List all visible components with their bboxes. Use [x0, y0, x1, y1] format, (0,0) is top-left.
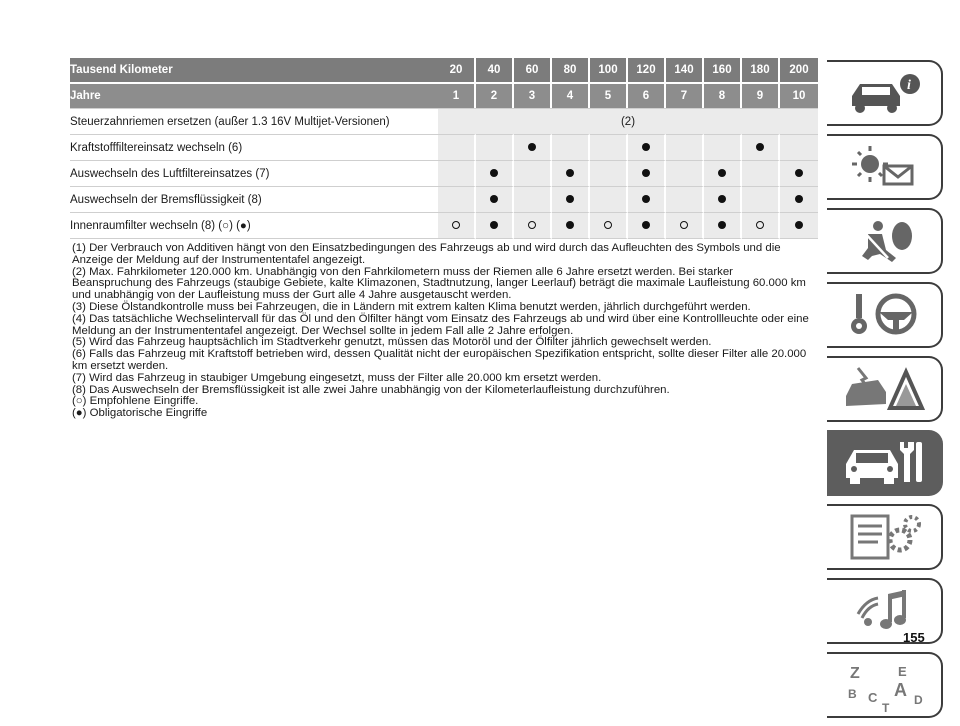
nav-tab-safety[interactable]: [827, 208, 943, 274]
schedule-cell: [704, 186, 742, 212]
year-value: 8: [704, 84, 742, 108]
km-value: 140: [666, 58, 704, 84]
index-letter: D: [914, 693, 923, 707]
schedule-cell: [552, 160, 590, 186]
schedule-cell: [628, 134, 666, 160]
maintenance-schedule-table: [70, 58, 818, 239]
safety-airbag-icon: [838, 214, 930, 268]
schedule-cell: [514, 212, 552, 239]
schedule-cell: [628, 186, 666, 212]
footnote: (7) Wird das Fahrzeug in staubiger Umgebung eingesetzt, muss der Filter alle 20.000 km ersetzt werden.: [72, 371, 602, 384]
mandatory-marker: [795, 169, 803, 177]
dashboard-lights-icon: [838, 140, 930, 194]
schedule-cell: [552, 212, 590, 239]
km-value: 20: [438, 58, 476, 84]
schedule-cell: [438, 134, 476, 160]
nav-tab-multimedia[interactable]: [827, 578, 943, 644]
row-span-note: (2): [438, 108, 818, 134]
footnote-legend-mandatory: (●) Obligatorische Eingriffe: [72, 407, 208, 420]
year-value: 9: [742, 84, 780, 108]
schedule-cell: [476, 212, 514, 239]
km-value: 180: [742, 58, 780, 84]
km-value: 40: [476, 58, 514, 84]
schedule-cell: [514, 186, 552, 212]
footnote: (8) Das Auswechseln der Bremsflüssigkeit ist alle zwei Jahre unabhängig von der Kilometerlaufleistung durchzuführen.: [72, 383, 670, 396]
key-steering-wheel-icon: [838, 288, 930, 342]
schedule-cell: [590, 134, 628, 160]
schedule-cell: [742, 186, 780, 212]
year-value: 4: [552, 84, 590, 108]
schedule-cell: [514, 134, 552, 160]
km-value: 120: [628, 58, 666, 84]
mandatory-marker: [642, 221, 650, 229]
km-value: 200: [780, 58, 818, 84]
footnote: (2) Max. Fahrkilometer 120.000 km. Unabhängig von den Fahrkilometern muss der Riemen alle 6 Jahre ersetzt werden. Bei starker Beanspruchung des Fahrzeugs (staubige Gebiete, kalte Klimazonen, Stadtnutzung, langer Leerlauf) beträgt die maximale Laufleistung 60.000 km und unabhängig von der Laufleistung muss der Gurt alle 4 Jahre ausgetauscht werden.: [72, 265, 806, 302]
schedule-cell: [514, 160, 552, 186]
nav-tab-emergency[interactable]: [827, 356, 943, 422]
schedule-cell: [438, 186, 476, 212]
nav-tab-starting-driving[interactable]: [827, 282, 943, 348]
row-label: Innenraumfilter wechseln (8) (○) (●): [70, 212, 438, 239]
nav-tab-vehicle-info[interactable]: [827, 60, 943, 126]
years-header-row: [70, 84, 818, 108]
schedule-cell: [780, 186, 818, 212]
km-value: 100: [590, 58, 628, 84]
schedule-cell: [742, 134, 780, 160]
mandatory-marker: [795, 195, 803, 203]
footnote: (4) Das tatsächliche Wechselintervall für das Öl und den Ölfilter hängt vom Einsatz des Fahrzeugs ab und wird über eine Kontrollleuchte oder eine Meldung an der Instrumententafel angezeigt. Der Wechsel sollte in jedem Fall alle 2 Jahre erfolgen.: [72, 312, 809, 337]
mandatory-marker: [490, 195, 498, 203]
svg-text:i: i: [907, 78, 911, 93]
footnote: (5) Wird das Fahrzeug hauptsächlich im Stadtverkehr genutzt, müssen das Motoröl und der Ölfilter jährlich gewechselt werden.: [72, 336, 712, 349]
mandatory-marker: [642, 143, 650, 151]
mandatory-marker: [566, 169, 574, 177]
km-value: 160: [704, 58, 742, 84]
footnote: (6) Falls das Fahrzeug mit Kraftstoff betrieben wird, dessen Qualität nicht der europäischen Spezifikation entspricht, sollte dieser Filter alle 20.000 km ersetzt werden.: [72, 348, 807, 372]
recommended-marker: [452, 221, 460, 229]
km-header-row: [70, 58, 818, 84]
year-value: 7: [666, 84, 704, 108]
schedule-cell: [666, 212, 704, 239]
schedule-cell: [628, 160, 666, 186]
schedule-cell: [552, 134, 590, 160]
schedule-cell: [666, 134, 704, 160]
technical-data-icon: [838, 510, 930, 564]
row-label: Kraftstofffiltereinsatz wechseln (6): [70, 134, 438, 160]
table-row: [70, 134, 818, 160]
years-header-label: Jahre: [70, 84, 438, 108]
mandatory-marker: [718, 169, 726, 177]
schedule-cell: [590, 212, 628, 239]
index-letter: E: [898, 664, 907, 679]
car-info-icon: [838, 66, 930, 120]
year-value: 6: [628, 84, 666, 108]
footnote: (1) Der Verbrauch von Additiven hängt von den Einsatzbedingungen des Fahrzeugs ab und wird durch das Aufleuchten des Symbols und die Anzeige der Meldung auf der Instrumententafel angezeigt.: [72, 242, 781, 266]
row-label: Auswechseln der Bremsflüssigkeit (8): [70, 186, 438, 212]
schedule-cell: [742, 212, 780, 239]
car-maintenance-icon: [838, 436, 930, 490]
km-value: 60: [514, 58, 552, 84]
row-label: Steuerzahnriemen ersetzen (außer 1.3 16V Multijet-Versionen): [70, 108, 438, 134]
schedule-cell: [590, 160, 628, 186]
table-row: [70, 160, 818, 186]
mandatory-marker: [490, 169, 498, 177]
schedule-cell: [666, 186, 704, 212]
table-row: [70, 108, 818, 134]
schedule-cell: [628, 212, 666, 239]
footnote: (3) Diese Ölstandkontrolle muss bei Fahrzeugen, die in Ländern mit extrem kalten Klima benutzt werden, jährlich durchgeführt werden.: [72, 300, 751, 313]
mandatory-marker: [490, 221, 498, 229]
page-number: 155: [903, 630, 925, 645]
table-row: [70, 186, 818, 212]
nav-tab-index[interactable]: [827, 652, 943, 718]
schedule-cell: [476, 186, 514, 212]
schedule-cell: [704, 134, 742, 160]
schedule-cell: [704, 160, 742, 186]
schedule-cell: [438, 212, 476, 239]
index-letter: T: [882, 701, 890, 712]
mandatory-marker: [566, 221, 574, 229]
schedule-cell: [780, 134, 818, 160]
mandatory-marker: [718, 195, 726, 203]
index-letter: Z: [850, 665, 860, 682]
mandatory-marker: [642, 195, 650, 203]
footnote-legend-recommended: (○) Empfohlene Eingriffe.: [72, 395, 199, 408]
schedule-cell: [780, 212, 818, 239]
nav-tab-dashboard[interactable]: [827, 134, 943, 200]
schedule-cell: [476, 160, 514, 186]
recommended-marker: [756, 221, 764, 229]
schedule-cell: [704, 212, 742, 239]
year-value: 5: [590, 84, 628, 108]
mandatory-marker: [795, 221, 803, 229]
nav-tab-technical-data[interactable]: [827, 504, 943, 570]
mandatory-marker: [756, 143, 764, 151]
alphabetical-index-icon: [838, 658, 930, 712]
recommended-marker: [528, 221, 536, 229]
km-value: 80: [552, 58, 590, 84]
year-value: 1: [438, 84, 476, 108]
year-value: 3: [514, 84, 552, 108]
footnotes: [72, 243, 812, 420]
schedule-cell: [438, 160, 476, 186]
schedule-cell: [742, 160, 780, 186]
row-label: Auswechseln des Luftfiltereinsatzes (7): [70, 160, 438, 186]
schedule-cell: [666, 160, 704, 186]
nav-tab-maintenance[interactable]: [827, 430, 943, 496]
chapter-side-navigation: [827, 60, 943, 726]
schedule-cell: [590, 186, 628, 212]
index-letter: B: [848, 687, 857, 701]
schedule-cell: [780, 160, 818, 186]
table-row: [70, 212, 818, 239]
schedule-cell: [552, 186, 590, 212]
recommended-marker: [680, 221, 688, 229]
km-header-label: Tausend Kilometer: [70, 58, 438, 84]
index-letter: C: [868, 690, 878, 705]
mandatory-marker: [566, 195, 574, 203]
car-emergency-icon: [838, 362, 930, 416]
year-value: 10: [780, 84, 818, 108]
year-value: 2: [476, 84, 514, 108]
index-letter: A: [894, 680, 907, 700]
table-body: [70, 108, 818, 239]
mandatory-marker: [718, 221, 726, 229]
recommended-marker: [604, 221, 612, 229]
mandatory-marker: [642, 169, 650, 177]
schedule-cell: [476, 134, 514, 160]
mandatory-marker: [528, 143, 536, 151]
